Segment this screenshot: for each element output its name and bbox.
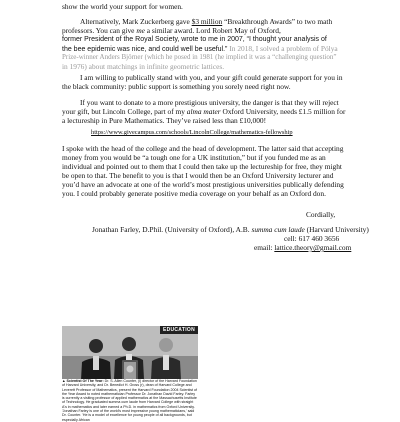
fellowship-link[interactable]: https://www.givecampus.com/schools/LincolnCollege/mathematics-fellowship bbox=[91, 129, 293, 136]
email-link[interactable]: lattice.theory@gmail.com bbox=[274, 243, 352, 252]
p4-line6: you. I could probably generate positive media coverage on your behalf as an Oxford don. bbox=[62, 189, 326, 198]
p3-line1: If you want to donate to a more prestigious university, the danger is that they will reject bbox=[80, 98, 339, 107]
photo-caption: ▲ Scientist Of The Year: Dr. S. Allen Counter, (l) director of the Harvard Foundation of Harvard University, and Dr. Benedict H. Gross (r), dean of Harvard College and Leverett Professor of Mathematics, present the Harvard Foundation 2004 Scientist of the Year Award to noted mathematician Professor Dr. Jonathan David Farley. Farley is currently a visiting professor of applied mathematics at the Massachusetts Institute of Technology. He graduated summa cum laude from Harvard College with straight A's in mathematics and later earned a Ph.D. in mathematics from Oxford University. 'Jonathan Farley is one of the world's most impressive young mathematicians,' said Dr. Counter. 'He is a model of excellence for young people of all backgrounds, but especially African bbox=[62, 379, 198, 422]
p4-line3: individual and pointed out to them that I could then take up the lectureship for free, they might bbox=[62, 162, 342, 171]
line-top: show the world your support for women. bbox=[62, 2, 183, 11]
p1-line6: in 1976) about matchings in infinite geometric lattices. bbox=[62, 62, 225, 71]
signature-cell: cell: 617 460 3656 bbox=[284, 234, 340, 243]
signature-email: email: lattice.theory@gmail.com bbox=[254, 243, 352, 252]
p4-line4: be open to that. The benefit to you is that I would then be an Oxford University lecturer and bbox=[62, 171, 334, 180]
three-million-link[interactable]: $3 million bbox=[191, 17, 223, 26]
p1-line5: Prize-winner Anders Björner (which he posed in 1981 (he implied it was a “challenging question” bbox=[62, 53, 337, 61]
p3-line3: a lectureship in Pure Mathematics. They’ve raised less than £10,000! bbox=[62, 116, 267, 125]
p1-line2: professors. You can give me a similar award. Lord Robert May of Oxford, bbox=[62, 26, 281, 35]
p2-line1: I am willing to publically stand with you, and your gift could generate support for you in bbox=[80, 73, 343, 82]
p4-line1: I spoke with the head of the college and the head of development. The latter said that accepting bbox=[62, 144, 344, 153]
p1-line3: former President of the Royal Society, wrote to me in 2007, “I thought your analysis of bbox=[62, 36, 327, 43]
p3-line2: your gift, but Lincoln College, part of my alma mater Oxford University, needs £1.5 million for bbox=[62, 107, 346, 116]
p2-line2: the black community: public support is something you sorely need right now. bbox=[62, 82, 291, 91]
p4-line5: you’d have an advocate at one of the world’s most prestigious universities publically defending bbox=[62, 180, 344, 189]
closing: Cordially, bbox=[306, 210, 336, 219]
p4-line2: money from you would be “a tough one for a UK institution,” but if you funded me as an bbox=[62, 153, 326, 162]
p1-line4: the bee epidemic was nice, and could well be useful.” In 2018, I solved a problem of Pólya bbox=[62, 44, 338, 53]
signature-name: Jonathan Farley, D.Phil. (University of Oxford), A.B. summa cum laude (Harvard University) bbox=[92, 225, 369, 234]
p1-line1: Alternatively, Mark Zuckerberg gave $3 million “Breakthrough Awards” to two math bbox=[80, 17, 333, 26]
education-tag: EDUCATION bbox=[160, 326, 198, 334]
